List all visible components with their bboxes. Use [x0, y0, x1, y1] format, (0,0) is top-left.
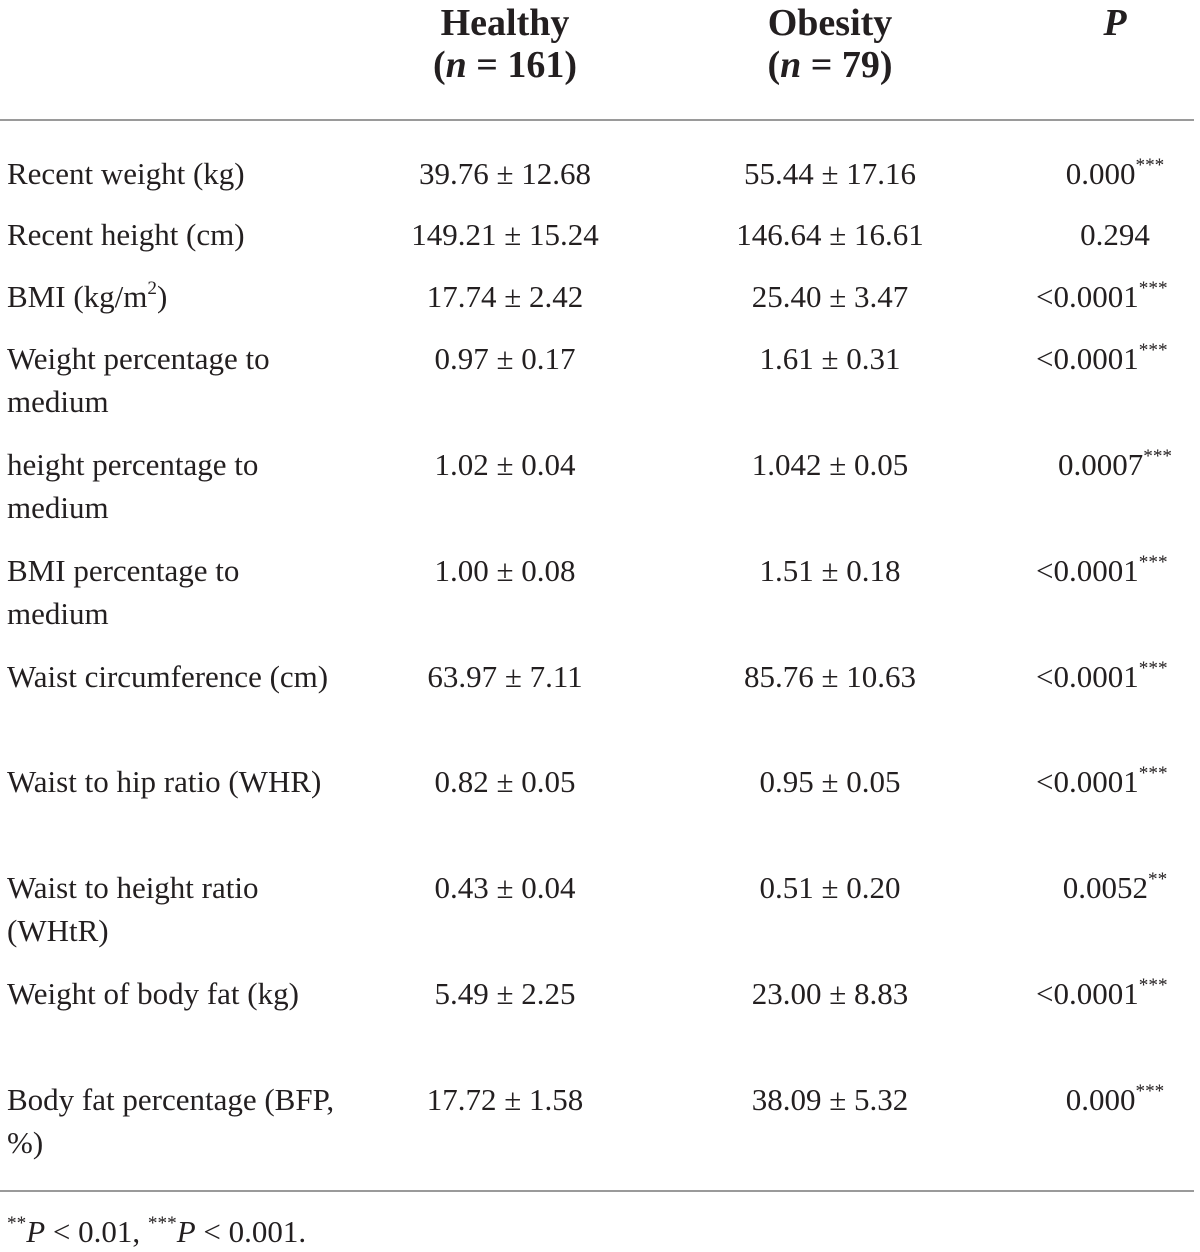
- header-healthy-title: Healthy: [440, 2, 570, 44]
- row-p-value: 0.000***: [1065, 154, 1165, 191]
- row-p-value: <0.0001***: [1036, 339, 1168, 376]
- row-obesity-value: 1.042 ± 0.05: [751, 447, 909, 482]
- header-obesity-title: Obesity: [767, 2, 893, 44]
- row-label: Recent height (cm): [7, 217, 245, 252]
- row-obesity-value: 25.40 ± 3.47: [751, 279, 909, 314]
- row-p-value: 0.294: [1080, 217, 1150, 252]
- row-p-value: <0.0001***: [1036, 551, 1168, 588]
- row-obesity-value: 0.51 ± 0.20: [759, 870, 901, 905]
- row-healthy-value: 1.00 ± 0.08: [434, 553, 576, 588]
- row-healthy-value: 17.72 ± 1.58: [426, 1082, 584, 1117]
- row-p-value: <0.0001***: [1036, 657, 1168, 694]
- row-obesity-value: 0.95 ± 0.05: [759, 764, 901, 799]
- header-p: P: [1103, 2, 1127, 44]
- row-obesity-value: 23.00 ± 8.83: [751, 976, 909, 1011]
- header-divider: [0, 119, 1194, 121]
- header-healthy-n: (n = 161): [432, 44, 578, 86]
- row-healthy-value: 17.74 ± 2.42: [426, 279, 584, 314]
- row-p-value: 0.0007***: [1057, 445, 1173, 482]
- row-label: Weight of body fat (kg): [7, 976, 299, 1011]
- row-healthy-value: 0.97 ± 0.17: [434, 341, 576, 376]
- row-p-value: <0.0001***: [1036, 974, 1168, 1011]
- table-header: [0, 0, 1200, 120]
- row-label: Waist to height ratio (WHtR): [7, 870, 259, 948]
- row-healthy-value: 0.82 ± 0.05: [434, 764, 576, 799]
- row-label: Weight percentage to medium: [7, 341, 270, 419]
- row-label: Recent weight (kg): [7, 156, 245, 191]
- row-label: BMI percentage to medium: [7, 553, 240, 631]
- row-label: Waist to hip ratio (WHR): [7, 764, 322, 799]
- row-obesity-value: 85.76 ± 10.63: [743, 659, 916, 694]
- row-healthy-value: 39.76 ± 12.68: [418, 156, 591, 191]
- row-obesity-value: 55.44 ± 17.16: [743, 156, 916, 191]
- header-healthy: [380, 2, 630, 86]
- row-p-value: <0.0001***: [1036, 762, 1168, 799]
- row-label: Body fat percentage (BFP, %): [7, 1082, 335, 1160]
- header-obesity: [705, 2, 955, 86]
- row-label: height percentage to medium: [7, 447, 259, 525]
- row-label: Waist circumference (cm): [7, 659, 329, 694]
- row-p-value: 0.0052**: [1062, 868, 1168, 905]
- row-label: BMI $(kg/m^2)$: [7, 277, 168, 314]
- table-footnote: **P < 0.01, ***P < 0.001.: [7, 1212, 307, 1249]
- row-healthy-value: 149.21 ± 15.24: [411, 217, 599, 252]
- row-obesity-value: 146.64 ± 16.61: [736, 217, 924, 252]
- row-healthy-value: 1.02 ± 0.04: [434, 447, 576, 482]
- header-obesity-n: (n = 79): [767, 44, 893, 86]
- footer-divider: [0, 1190, 1194, 1192]
- row-p-value: <0.0001***: [1036, 277, 1168, 314]
- row-obesity-value: 38.09 ± 5.32: [751, 1082, 909, 1117]
- row-healthy-value: 0.43 ± 0.04: [434, 870, 576, 905]
- row-p-value: 0.000***: [1065, 1080, 1165, 1117]
- row-obesity-value: 1.61 ± 0.31: [759, 341, 901, 376]
- row-healthy-value: 63.97 ± 7.11: [427, 659, 583, 694]
- row-obesity-value: 1.51 ± 0.18: [759, 553, 901, 588]
- row-healthy-value: 5.49 ± 2.25: [434, 976, 576, 1011]
